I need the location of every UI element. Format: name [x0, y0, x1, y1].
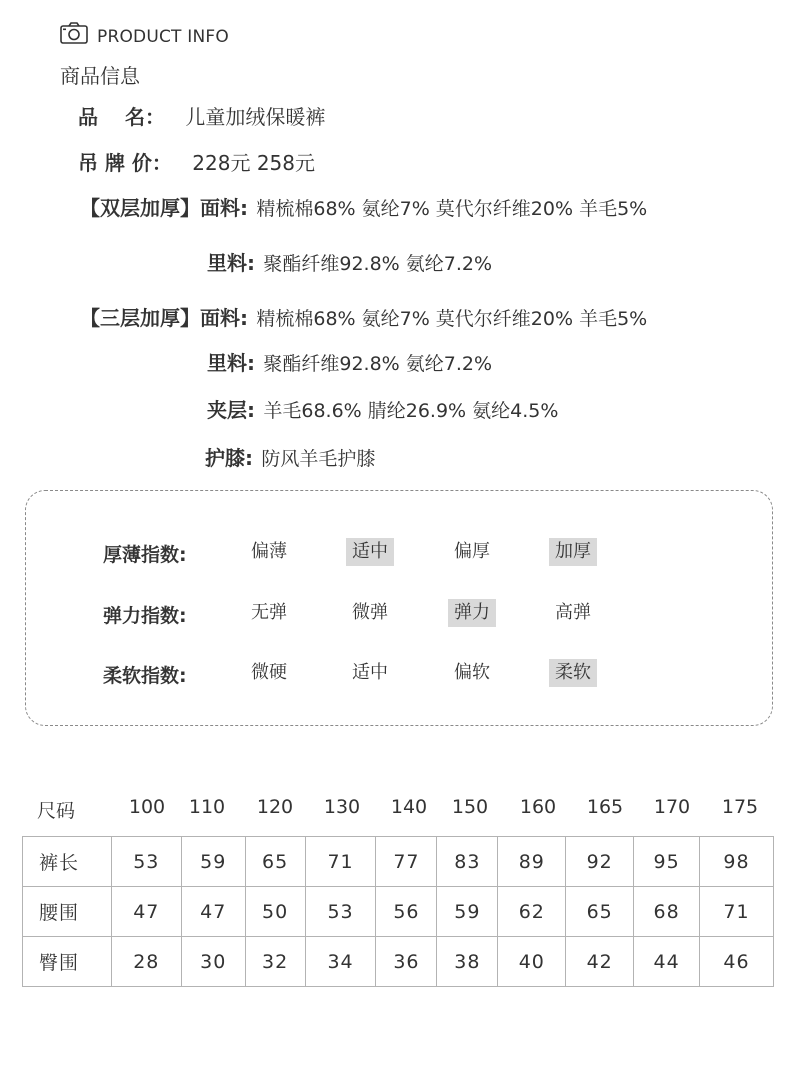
table-cell: 47: [181, 887, 245, 937]
thickness-index-label: 厚薄指数:: [103, 544, 187, 566]
size-header-cell: 160: [519, 796, 557, 818]
interlayer-row: [207, 397, 558, 424]
section-title-en: PRODUCT INFO: [97, 27, 229, 47]
double-lining-label: 里料:: [207, 251, 255, 275]
knee-row: [205, 445, 375, 472]
size-header-cell: 140: [390, 796, 428, 818]
row-label: 腰围: [23, 887, 112, 937]
table-cell: 53: [305, 887, 376, 937]
table-cell: 77: [376, 837, 437, 887]
table-row: [23, 937, 774, 987]
thickness-option: 加厚: [549, 538, 597, 566]
size-table: [22, 836, 774, 987]
thickness-option: 适中: [346, 538, 394, 566]
triple-layer-outer-row: [80, 305, 647, 332]
table-cell: 83: [437, 837, 498, 887]
table-cell: 47: [111, 887, 181, 937]
table-cell: 40: [498, 937, 566, 987]
table-cell: 98: [700, 837, 774, 887]
triple-outer-label: 面料:: [200, 306, 248, 330]
camera-icon: [60, 22, 88, 44]
table-cell: 89: [498, 837, 566, 887]
triple-lining-label: 里料:: [207, 351, 255, 375]
table-cell: 59: [437, 887, 498, 937]
size-header-cell: 165: [586, 796, 624, 818]
price-label: 吊 牌 价：: [78, 151, 172, 175]
table-cell: 62: [498, 887, 566, 937]
size-header-cell: 150: [451, 796, 489, 818]
thickness-option: 偏薄: [251, 541, 287, 562]
table-cell: 46: [700, 937, 774, 987]
interlayer-label: 夹层:: [207, 398, 255, 422]
softness-option: 微硬: [251, 662, 287, 683]
double-layer-lining-row: [207, 250, 492, 277]
table-cell: 65: [566, 887, 634, 937]
size-header-cell: 170: [653, 796, 691, 818]
softness-option: 偏软: [454, 662, 490, 683]
knee-label: 护膝:: [205, 446, 253, 470]
size-header-cell: 175: [721, 796, 759, 818]
table-cell: 28: [111, 937, 181, 987]
double-layer-tag: 【双层加厚】: [80, 196, 200, 220]
table-cell: 30: [181, 937, 245, 987]
product-name-row: [78, 104, 325, 130]
table-cell: 71: [700, 887, 774, 937]
table-cell: 53: [111, 837, 181, 887]
table-cell: 71: [305, 837, 376, 887]
product-name-value: 儿童加绒保暖裤: [185, 105, 326, 129]
table-cell: 56: [376, 887, 437, 937]
table-cell: 59: [181, 837, 245, 887]
table-cell: 65: [245, 837, 305, 887]
table-cell: 32: [245, 937, 305, 987]
triple-outer-value: 精梳棉68% 氨纶7% 莫代尔纤维20% 羊毛5%: [256, 308, 648, 330]
price-row: [78, 150, 315, 176]
interlayer-value: 羊毛68.6% 腈纶26.9% 氨纶4.5%: [263, 400, 559, 422]
table-cell: 44: [634, 937, 700, 987]
double-outer-label: 面料:: [200, 196, 248, 220]
row-label: 裤长: [23, 837, 112, 887]
table-cell: 34: [305, 937, 376, 987]
softness-option: 适中: [352, 662, 388, 683]
softness-index-label: 柔软指数:: [103, 665, 187, 687]
thickness-option: 偏厚: [454, 541, 490, 562]
triple-layer-tag: 【三层加厚】: [80, 306, 200, 330]
table-cell: 42: [566, 937, 634, 987]
size-header-cell: 120: [256, 796, 294, 818]
elasticity-option: 无弹: [251, 602, 287, 623]
triple-layer-lining-row: [207, 350, 492, 377]
section-title-cn: 商品信息: [60, 64, 140, 88]
size-header-cell: 100: [128, 796, 166, 818]
size-header-cell: 110: [188, 796, 226, 818]
product-name-label: 品 名：: [78, 105, 165, 129]
size-header-label: 尺码: [37, 800, 76, 822]
table-cell: 50: [245, 887, 305, 937]
double-outer-value: 精梳棉68% 氨纶7% 莫代尔纤维20% 羊毛5%: [256, 198, 648, 220]
triple-lining-value: 聚酯纤维92.8% 氨纶7.2%: [263, 353, 493, 375]
elasticity-index-label: 弹力指数:: [103, 605, 187, 627]
table-cell: 68: [634, 887, 700, 937]
elasticity-option: 高弹: [555, 602, 591, 623]
elasticity-option: 微弹: [352, 602, 388, 623]
table-row: [23, 837, 774, 887]
table-cell: 36: [376, 937, 437, 987]
softness-option: 柔软: [549, 659, 597, 687]
table-row: [23, 887, 774, 937]
row-label: 臀围: [23, 937, 112, 987]
size-header-cell: 130: [323, 796, 361, 818]
elasticity-option: 弹力: [448, 599, 496, 627]
table-cell: 92: [566, 837, 634, 887]
double-lining-value: 聚酯纤维92.8% 氨纶7.2%: [263, 253, 493, 275]
double-layer-outer-row: [80, 195, 647, 222]
knee-value: 防风羊毛护膝: [261, 448, 376, 470]
price-value: 228元 258元: [192, 151, 316, 175]
table-cell: 38: [437, 937, 498, 987]
table-cell: 95: [634, 837, 700, 887]
